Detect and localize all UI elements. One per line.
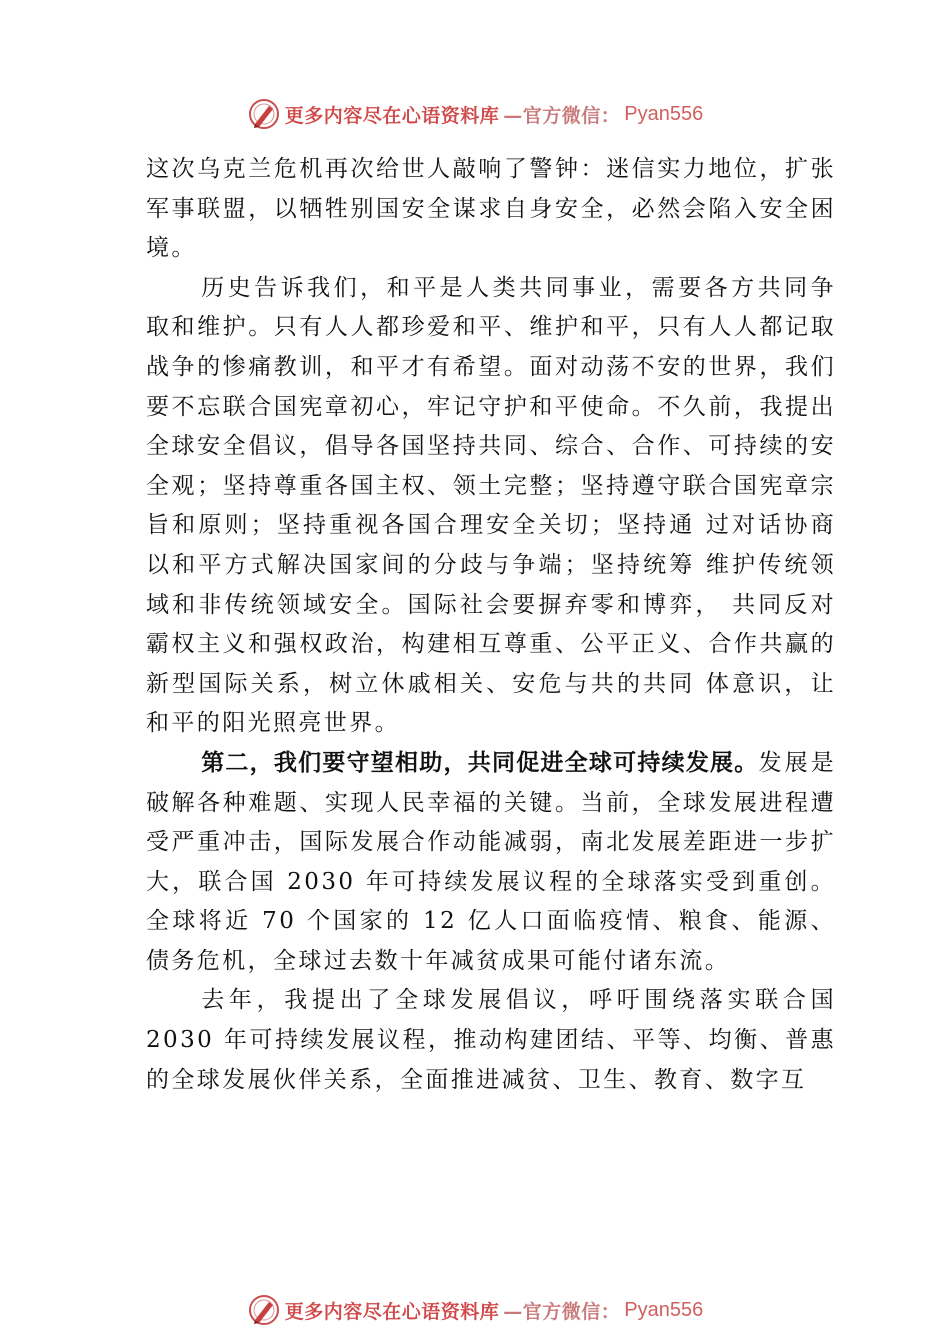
watermark-wechat-id: Pyan556	[624, 1298, 704, 1321]
header-watermark	[0, 94, 950, 134]
paragraph-1: 这次乌克兰危机再次给世人敲响了警钟：迷信实力地位，扩张军事联盟，以牺牲别国安全谋求自身安全，必然会陷入安全困境。	[146, 156, 836, 262]
watermark-wechat-id: Pyan556	[624, 102, 704, 125]
paragraph-4: 去年，我提出了全球发展倡议，呼吁围绕落实联合国 2030 年可持续发展议程，推动构建团结、平等、均衡、普惠的全球发展伙伴关系，全面推进减贫、卫生、教育、数字互	[146, 987, 836, 1093]
watermark-title: 更多内容尽在心语资料库	[284, 1300, 500, 1323]
pen-logo-icon	[247, 1293, 281, 1327]
watermark-title: 更多内容尽在心语资料库	[284, 104, 500, 127]
paragraph-2: 历史告诉我们，和平是人类共同事业，需要各方共同争取和维护。只有人人都珍爱和平、维护和平，只有人人都记取战争的惨痛教训，和平才有希望。面对动荡不安的世界，我们要不忘联合国宪章初心，牢记守护和平使命。不久前，我提出全球安全倡议，倡导各国坚持共同、综合、合作、可持续的安全观；坚持尊重各国主权、领土完整；坚持遵守联合国宪章宗旨和原则；坚持重视各国合理安全关切；坚持通 过对话协商以和平方式解决国家间的分歧与争端；坚持统筹 维护传统领域和非传统领域安全。国际社会要摒弃零和博弈， 共同反对霸权主义和强权政治，构建相互尊重、公平正义、合作共赢的新型国际关系，树立休戚相关、安危与共的共同 体意识，让和平的阳光照亮世界。	[146, 274, 836, 737]
pen-logo-icon	[247, 97, 281, 131]
paragraph-3	[146, 744, 836, 982]
footer-watermark	[0, 1290, 950, 1330]
watermark-label: —官方微信：	[503, 1300, 621, 1323]
document-body	[146, 150, 836, 1100]
paragraph-3-text: 发展是破解各种难题、实现人民幸福的关键。当前，全球发展进程遭受严重冲击，国际发展合作动能减弱，南北发展差距进一步扩大，联合国 2030 年可持续发展议程的全球落实受到重创。全球将近 70 个国家的 12 亿人口面临疫情、粮食、能源、债务危机，全球过去数十年减贫成果可能付诸东流。	[146, 749, 836, 974]
paragraph-3-lead: 第二，我们要守望相助，共同促进全球可持续发展。	[201, 749, 759, 776]
watermark-label: —官方微信：	[503, 104, 621, 127]
